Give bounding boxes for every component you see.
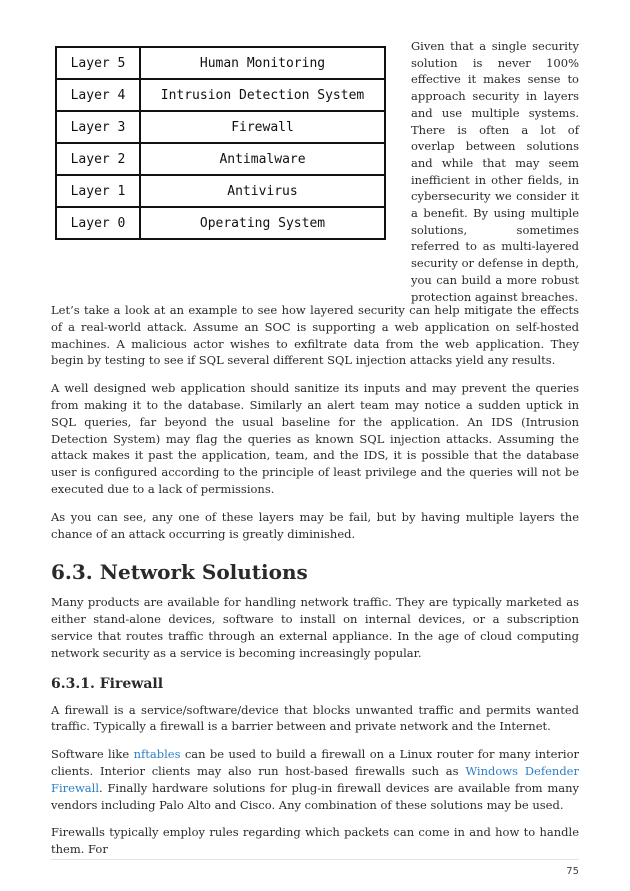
layer-number-cell: Layer 0 [56,207,140,239]
layer-row [56,207,385,239]
software-text-3: . Finally hardware solutions for plug-in firewall devices are available from many vendors including Palo Alto and Cisco. Any combination of these solutions may be used. [51,780,579,812]
layer-name-cell: Human Monitoring [140,47,385,79]
firewall-definition-paragraph: A firewall is a service/software/device that blocks unwanted traffic and permits wanted traffic. Typically a firewall is a barrier between and private network and the Internet. [51,702,579,734]
layer-number-cell: Layer 2 [56,143,140,175]
conclusion-paragraph: As you can see, any one of these layers may be fail, but by having multiple layers the chance of an attack occurring is greatly diminished. [51,509,579,541]
security-layers-table [55,46,386,240]
software-text-1: Software like [51,747,134,762]
layer-row [56,143,385,175]
example-paragraph: Let’s take a look at an example to see how layered security can help mitigate the effects of a real-world attack. Assume an SOC is supporting a web application on self-hosted machines. A malicious actor wishes to exfiltrate data from the web application. They begin by testing to see if SQL several different SQL injection attacks yield any results. [51,303,579,368]
layer-number-cell: Layer 4 [56,79,140,111]
page-number: 75 [566,866,579,877]
layer-number-cell: Layer 1 [56,175,140,207]
layer-name-cell: Operating System [140,207,385,239]
layer-number-cell: Layer 3 [56,111,140,143]
layer-row [56,47,385,79]
layer-name-cell: Antivirus [140,175,385,207]
network-solutions-paragraph: Many products are available for handling network traffic. They are typically marketed as either stand-alone devices, software to install on internal devices, or a subscription service that routes traffic through an external appliance. In the age of cloud computing network security as a service is becoming increasingly popular. [51,595,579,660]
layers-table-body [56,47,385,239]
layer-name-cell: Antimalware [140,143,385,175]
top-section [51,38,579,304]
firewall-rules-paragraph: Firewalls typically employ rules regarding which packets can come in and how to handle them. For [51,825,579,857]
nftables-link[interactable]: nftables [133,747,181,762]
layer-row [56,79,385,111]
section-heading: 6.3. Network Solutions [51,560,308,585]
layer-row [56,111,385,143]
layered-security-intro: Given that a single security solution is never 100% effective it makes sense to approach security in layers and use multiple systems. There is often a lot of overlap between solutions and while that may seem inefficient in other fields, in cybersecurity we consider it a benefit. By using multiple solutions, sometimes referred to as multi-layered security or defense in depth, you can build a more robust protection against breaches. [411,39,579,304]
windows-defender-firewall-link[interactable]: Windows Defender Firewall [51,763,579,795]
layer-name-cell: Intrusion Detection System [140,79,385,111]
software-text-2: can be used to build a firewall on a Linux router for many interior clients. Interior clients may also run host-based firewalls such as [51,747,579,778]
firewall-software-paragraph [51,746,579,813]
page-content [51,38,579,858]
layer-name-cell: Firewall [140,111,385,143]
layer-row [56,175,385,207]
sanitize-paragraph: A well designed web application should sanitize its inputs and may prevent the queries from making it to the database. Similarly an alert team may notice a sudden uptick in SQL queries, far beyond the usual baseline for the application. An IDS (Intrusion Detection System) may flag the queries as known SQL injection attacks. Assuming the attack makes it past the application, team, and the IDS, it is possible that the database user is configured according to the principle of least privilege and the queries will not be executed due to a lack of permissions. [51,381,579,496]
footer-divider [51,859,579,860]
layer-number-cell: Layer 5 [56,47,140,79]
subsection-heading: 6.3.1. Firewall [51,675,164,692]
